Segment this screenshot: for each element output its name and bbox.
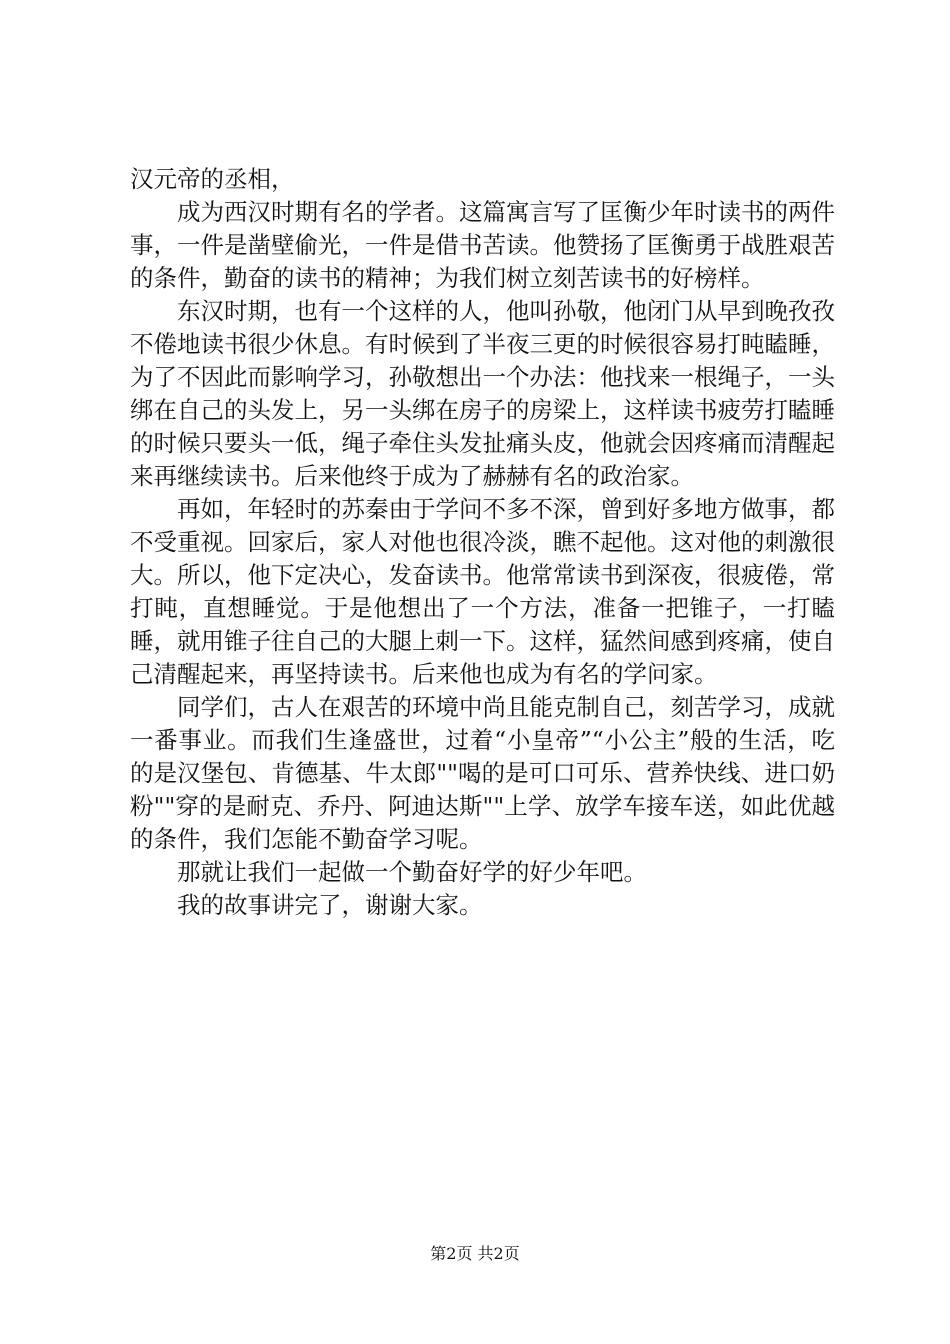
paragraph-2: 成为西汉时期有名的学者。这篇寓言写了匡衡少年时读书的两件事，一件是凿壁偷光，一件是借书苦读。他赞扬了匡衡勇于战胜艰苦的条件，勤奋的读书的精神；为我们树立刻苦读书的好榜样。 — [130, 198, 835, 292]
paragraph-4: 再如，年轻时的苏秦由于学问不多不深，曾到好多地方做事，都不受重视。回家后，家人对他也很冷淡，瞧不起他。这对他的刺激很大。所以，他下定决心，发奋读书。他常常读书到深夜，很疲倦，常打盹，直想睡觉。于是他想出了一个方法，准备一把锥子，一打瞌睡，就用锥子往自己的大腿上刺一下。这样，猛然间感到疼痛，使自己清醒起来，再坚持读书。后来他也成为有名的学问家。 — [130, 495, 835, 688]
paragraph-7: 我的故事讲完了，谢谢大家。 — [177, 891, 483, 919]
page-footer: 第2页 共2页 — [430, 1244, 520, 1263]
paragraph-1: 汉元帝的丞相， — [130, 165, 295, 193]
paragraph-5: 同学们，古人在艰苦的环境中尚且能克制自己，刻苦学习，成就一番事业。而我们生逢盛世，过着“小皇帝”“小公主”般的生活，吃的是汉堡包、肯德基、牛太郎""喝的是可口可乐、营养快线、进口奶粉""穿的是耐克、乔丹、阿迪达斯""上学、放学车接车送，如此优越的条件，我们怎能不勤奋学习呢。 — [130, 693, 835, 853]
paragraph-6: 那就让我们一起做一个勤奋好学的好少年吧。 — [177, 858, 647, 886]
paragraph-3: 东汉时期，也有一个这样的人，他叫孙敬，他闭门从早到晚孜孜不倦地读书很少休息。有时候到了半夜三更的时候很容易打盹瞌睡，为了不因此而影响学习，孙敬想出一个办法：他找来一根绳子，一头绑在自己的头发上，另一头绑在房子的房梁上，这样读书疲劳打瞌睡的时候只要头一低，绳子牵住头发扯痛头皮，他就会因疼痛而清醒起来再继续读书。后来他终于成为了赫赫有名的政治家。 — [130, 297, 835, 490]
document-body — [130, 163, 835, 922]
